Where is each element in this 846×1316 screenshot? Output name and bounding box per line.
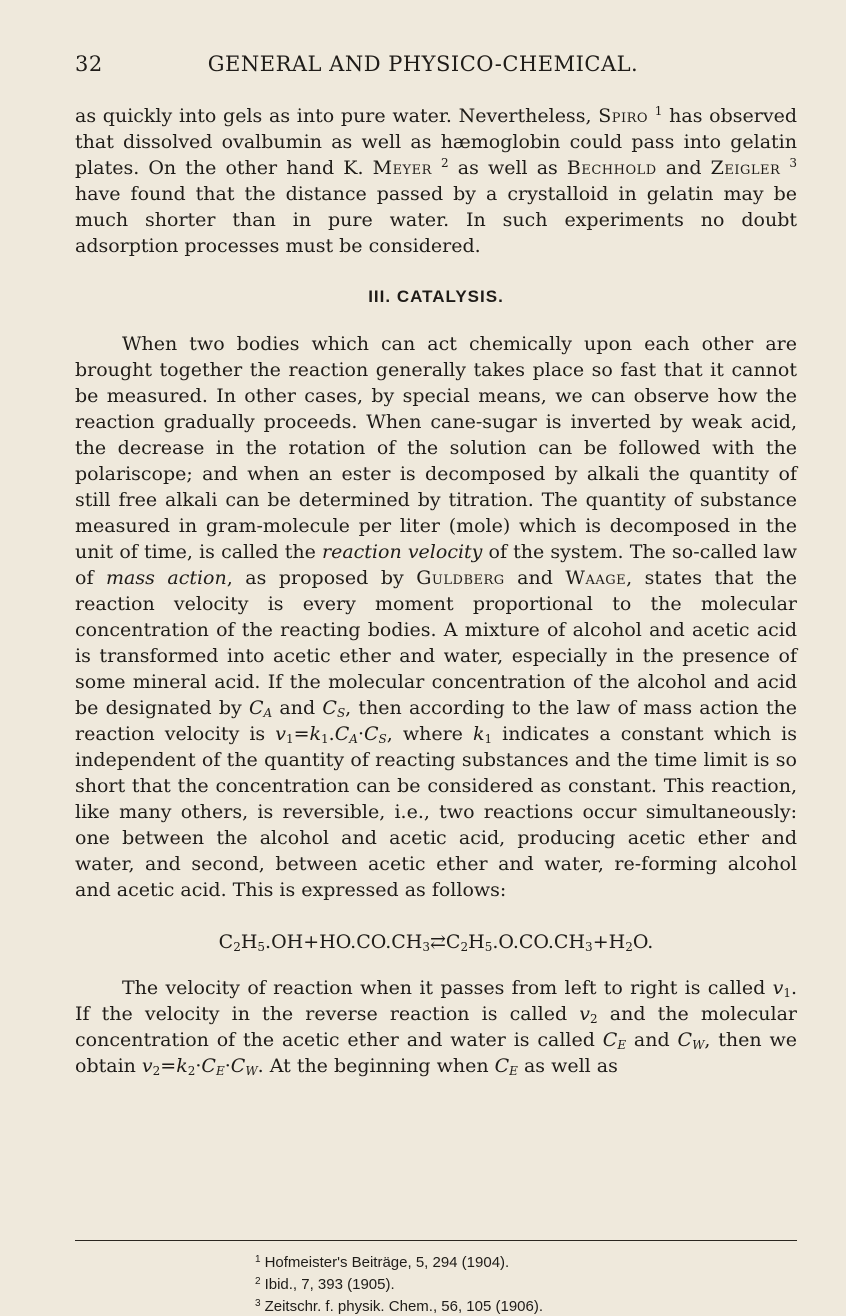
author-guldberg: Guldberg — [416, 567, 505, 589]
author-spiro: Spiro — [598, 105, 649, 127]
footnote-1: $^1$ Hofmeister's Beiträge, 5, 294 (1904). — [255, 1254, 510, 1271]
page-number: 32 — [75, 52, 103, 76]
paragraph-3: The velocity of reaction when it passes from left to right is called $v_1$. If the velocity in the reverse reaction is called $v_2$ and the molecular concentration of the acetic ether and water is called $C_E$ and $C_W$, then we obtain $v_2=k_2\cdot C_E\cdot C_W$. At the beginning when $C_E$ as well as — [75, 977, 798, 1078]
footnote-ref-1: 1 — [654, 104, 663, 118]
author-waage: Waage — [565, 567, 627, 589]
footnote-3: $^3$ Zeitschr. f. physik. Chem., 56, 105 (1906). — [255, 1298, 544, 1315]
paragraph-2: When two bodies which can act chemically upon each other are brought together the reaction generally takes place so fast that it cannot be measured. In other cases, by special means, we can observe how the reaction gradually proceeds. When cane-sugar is inverted by weak acid, the decrease in the rotation of the solution can be followed with the polariscope; and when an ester is decomposed by alkali the quantity of still free alkali can be determined by titration. The quantity of substance measured in gram-molecule per liter (mole) which is decomposed in the unit of time, is called the reaction velocity of the system. The so-called law of mass action, as proposed by Guldberg and Waage, states that the reaction velocity is every moment proportional to the molecular concentration of the reacting bodies. A mixture of alcohol and acetic acid is transformed into acetic ether and water, especially in the presence of some mineral acid. If the molecular concentration of the alcohol and acid be designated by $C_A$ and $C_S$, then according to the law of mass action the reaction velocity is $v_1=k_1.C_A\cdot C_S$, where $k_1$ indicates a constant which is independent of the quantity of reacting substances and the time limit is so short that the concentration can be considered as constant. This reaction, like many others, is reversible, i.e., two reactions occur simultaneously: one between the alcohol and acetic acid, producing acetic ether and water, and second, between acetic ether and water, re-forming alcohol and acetic acid. This is expressed as follows: — [75, 333, 797, 901]
author-zeigler: Zeigler — [710, 157, 781, 179]
footnote-divider — [75, 1240, 797, 1241]
running-head: GENERAL AND PHYSICO-CHEMICAL. — [207, 52, 639, 76]
footnotes — [255, 1250, 543, 1316]
body-text — [75, 103, 797, 1079]
section-heading: III. CATALYSIS. — [368, 287, 504, 306]
footnote-ref-3: 3 — [789, 156, 797, 170]
term-reaction-velocity: reaction velocity — [322, 541, 483, 563]
footnote-ref-2: 2 — [441, 156, 449, 170]
chemical-equation: $C_2H_5.OH+HO.CO.CH_3⇄C_2H_5.O.CO.CH_3+H_2O$. — [218, 931, 654, 954]
author-meyer: Meyer — [372, 157, 432, 179]
paragraph-1: as quickly into gels as into pure water. Nevertheless, Spiro $^1$ has observed that dissolved ovalbumin as well as hæmoglobin could pass into gelatin plates. On the other hand K. Meyer $^2$ as well as Bechhold and Zeigler $^3$ have found that the distance passed by a crystalloid in gelatin may be much shorter than in pure water. In such experiments no doubt adsorption processes must be considered. — [75, 104, 797, 257]
term-mass-action: mass action — [106, 567, 227, 589]
footnote-2: $^2$ Ibid., 7, 393 (1905). — [255, 1276, 395, 1293]
author-bechhold: Bechhold — [566, 157, 657, 179]
